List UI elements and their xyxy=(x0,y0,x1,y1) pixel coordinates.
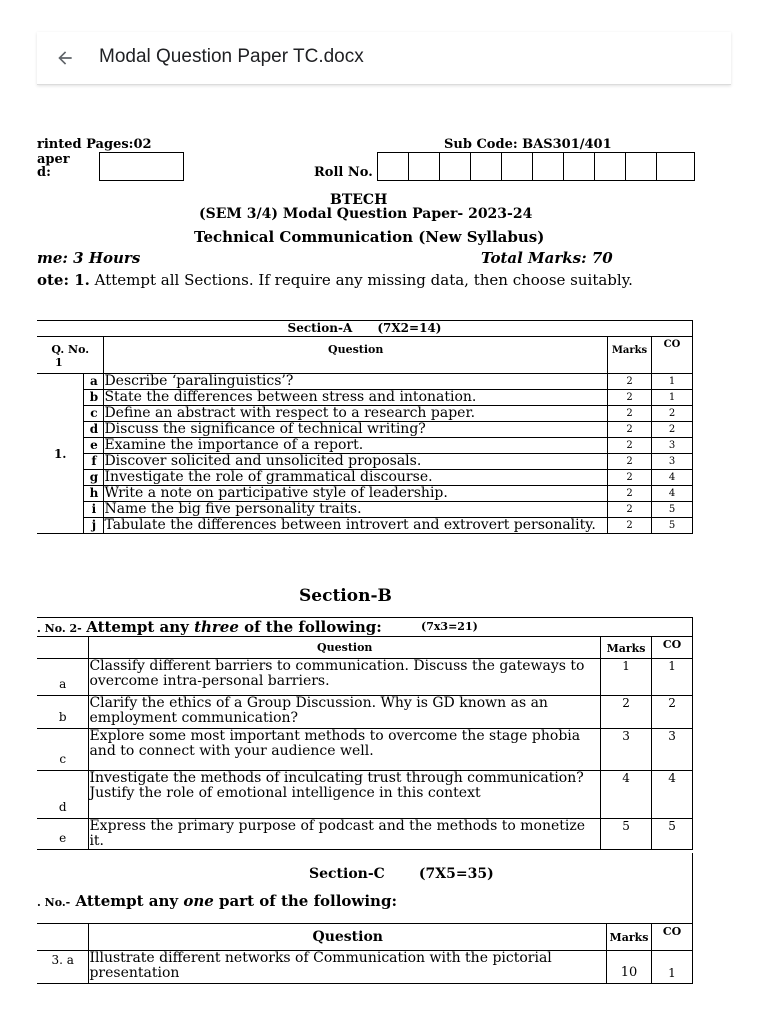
marks-value: 2 xyxy=(601,696,652,729)
marks-value: 2 xyxy=(608,454,652,470)
table-row xyxy=(37,502,693,518)
section-c-header xyxy=(37,853,693,923)
marks-value: 3 xyxy=(601,729,652,771)
paper-id-label-2: d: xyxy=(37,165,51,180)
question-letter: a xyxy=(37,659,89,696)
col-header-qno: Q. No. 1 xyxy=(37,337,104,374)
table-row xyxy=(37,819,693,850)
col-header-question: Question xyxy=(89,637,601,659)
co-value: 2 xyxy=(652,406,693,422)
section-c-table xyxy=(37,923,693,984)
note-prefix: ote: 1. xyxy=(37,271,90,289)
question-letter: h xyxy=(84,486,104,502)
co-value: 5 xyxy=(652,502,693,518)
section-b-heading: Section-B xyxy=(299,586,392,606)
col-header-co: CO xyxy=(652,924,693,951)
question-letter: d xyxy=(37,771,89,819)
question-text: Write a note on participative style of leadership. xyxy=(104,486,608,502)
table-row xyxy=(37,406,693,422)
col-header-question: Question xyxy=(104,337,608,374)
marks-value: 2 xyxy=(608,422,652,438)
course-title: Technical Communication (New Syllabus) xyxy=(194,228,545,246)
marks-value: 4 xyxy=(601,771,652,819)
col-header-marks: Marks xyxy=(608,337,652,374)
table-row xyxy=(37,422,693,438)
col-header-co: CO xyxy=(652,337,693,374)
table-row xyxy=(37,951,693,984)
program-title: BTECH xyxy=(330,192,388,208)
marks-value: 2 xyxy=(608,518,652,534)
question-text: Explore some most important methods to overcome the stage phobia and to connect with your audience well. xyxy=(89,729,601,771)
co-value: 1 xyxy=(652,390,693,406)
question-letter: b xyxy=(84,390,104,406)
col-header-marks: Marks xyxy=(601,637,652,659)
co-value: 1 xyxy=(652,951,693,984)
question-text: Examine the importance of a report. xyxy=(104,438,608,454)
marks-value: 10 xyxy=(607,951,652,984)
question-letter: d xyxy=(84,422,104,438)
co-value: 2 xyxy=(652,696,693,729)
question-text: Illustrate different networks of Communication with the pictorial presentation xyxy=(89,951,607,984)
co-value: 5 xyxy=(652,518,693,534)
col-header-marks: Marks xyxy=(607,924,652,951)
question-text: Express the primary purpose of podcast and the methods to monetize it. xyxy=(89,819,601,850)
roll-no-boxes xyxy=(377,152,695,181)
table-row xyxy=(37,390,693,406)
paper-id-box xyxy=(99,152,184,181)
question-text: Name the big five personality traits. xyxy=(104,502,608,518)
question-letter: g xyxy=(84,470,104,486)
col-header-blank xyxy=(37,924,89,951)
section-c-instruction: . No.- Attempt any one part of the following: xyxy=(37,892,397,910)
section-a-heading: Section-A (7X2=14) xyxy=(37,321,693,337)
marks-value: 1 xyxy=(601,659,652,696)
paper-id-label: aper xyxy=(37,152,70,167)
question-letter: c xyxy=(37,729,89,771)
question-text: Classify different barriers to communication. Discuss the gateways to overcome intra-personal barriers. xyxy=(89,659,601,696)
co-value: 4 xyxy=(652,486,693,502)
table-row xyxy=(37,771,693,819)
table-row xyxy=(37,374,693,390)
question-letter: f xyxy=(84,454,104,470)
section-b-table xyxy=(37,617,693,850)
co-value: 1 xyxy=(652,374,693,390)
question-text: Investigate the methods of inculcating trust through communication? Justify the role of emotional intelligence in this context xyxy=(89,771,601,819)
table-row xyxy=(37,438,693,454)
semester-title: (SEM 3/4) Modal Question Paper- 2023-24 xyxy=(199,206,533,222)
co-value: 3 xyxy=(652,438,693,454)
back-arrow-icon[interactable] xyxy=(55,48,75,68)
table-row xyxy=(37,696,693,729)
question-number: 1. xyxy=(37,374,84,534)
table-row xyxy=(37,518,693,534)
question-text: Clarify the ethics of a Group Discussion. Why is GD known as an employment communication? xyxy=(89,696,601,729)
question-text: Define an abstract with respect to a research paper. xyxy=(104,406,608,422)
marks-value: 5 xyxy=(601,819,652,850)
section-c-heading: Section-C (7X5=35) xyxy=(309,866,494,882)
time-label: me: 3 Hours xyxy=(37,249,141,267)
app-bar xyxy=(37,32,731,85)
question-text: Discuss the significance of technical writing? xyxy=(104,422,608,438)
sub-code: Sub Code: BAS301/401 xyxy=(444,137,612,152)
marks-value: 2 xyxy=(608,406,652,422)
question-letter: c xyxy=(84,406,104,422)
question-letter: a xyxy=(84,374,104,390)
question-text: State the differences between stress and intonation. xyxy=(104,390,608,406)
table-row xyxy=(37,470,693,486)
question-letter: i xyxy=(84,502,104,518)
table-row xyxy=(37,486,693,502)
table-row xyxy=(37,454,693,470)
question-number: 3. a xyxy=(37,951,89,984)
co-value: 2 xyxy=(652,422,693,438)
printed-pages: rinted Pages:02 xyxy=(37,137,152,152)
co-value: 3 xyxy=(652,729,693,771)
question-letter: e xyxy=(84,438,104,454)
marks-value: 2 xyxy=(608,502,652,518)
table-row xyxy=(37,729,693,771)
co-value: 1 xyxy=(652,659,693,696)
question-text: Investigate the role of grammatical discourse. xyxy=(104,470,608,486)
co-value: 4 xyxy=(652,771,693,819)
document-title: Modal Question Paper TC.docx xyxy=(99,46,364,67)
section-a-table xyxy=(37,320,693,534)
roll-no-label: Roll No. xyxy=(314,165,373,180)
col-header-blank xyxy=(37,637,89,659)
question-letter: e xyxy=(37,819,89,850)
total-marks: Total Marks: 70 xyxy=(481,249,613,267)
co-value: 5 xyxy=(652,819,693,850)
question-text: Describe ‘paralinguistics’? xyxy=(104,374,608,390)
col-header-question: Question xyxy=(89,924,607,951)
marks-value: 2 xyxy=(608,374,652,390)
question-letter: b xyxy=(37,696,89,729)
section-b-instruction: . No. 2- Attempt any three of the following: (7x3=21) xyxy=(37,618,693,637)
question-text: Discover solicited and unsolicited proposals. xyxy=(104,454,608,470)
table-row xyxy=(37,659,693,696)
question-text: Tabulate the differences between introvert and extrovert personality. xyxy=(104,518,608,534)
note-line xyxy=(37,271,633,289)
note-text: Attempt all Sections. If require any missing data, then choose suitably. xyxy=(89,271,633,289)
marks-value: 2 xyxy=(608,470,652,486)
question-letter: j xyxy=(84,518,104,534)
co-value: 3 xyxy=(652,454,693,470)
co-value: 4 xyxy=(652,470,693,486)
marks-value: 2 xyxy=(608,486,652,502)
marks-value: 2 xyxy=(608,390,652,406)
marks-value: 2 xyxy=(608,438,652,454)
col-header-co: CO xyxy=(652,637,693,659)
